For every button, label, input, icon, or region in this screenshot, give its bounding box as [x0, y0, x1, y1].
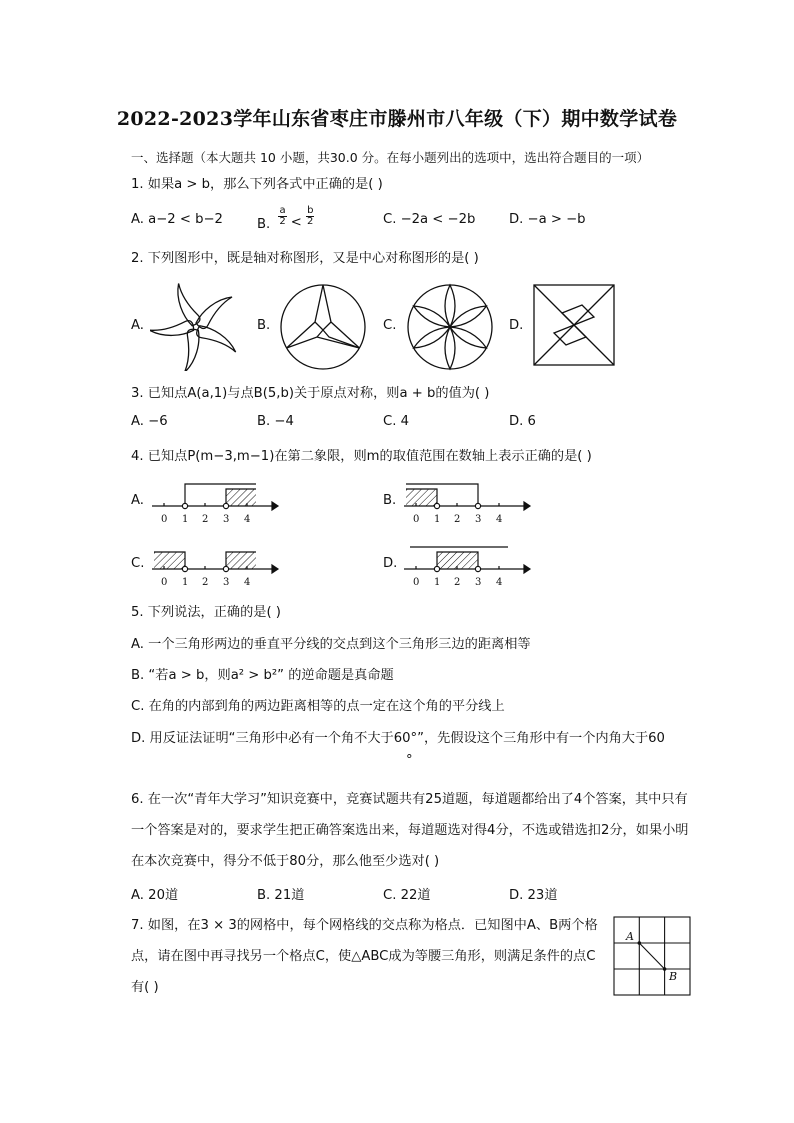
q5-option-d-continuation: °: [406, 753, 413, 768]
tick-label: 1: [182, 514, 189, 525]
q4-numberline-b[interactable]: [402, 480, 532, 528]
fraction-numerator: b: [307, 205, 314, 216]
q5-option-c[interactable]: C. 在角的内部到角的两边距离相等的点一定在这个角的平分线上: [131, 699, 505, 714]
tick-label: 4: [496, 577, 503, 588]
question-6-stem: 6. 在一次“青年大学习”知识竞赛中，竞赛试题共有25道题，每道题都给出了4个答案，其中只有一个答案是对的，要求学生把正确答案选出来，每道题选对得4分，不选或错选扣2分，如果小明在本次竞赛中，得分不低于80分，那么他至少选对( ): [131, 792, 689, 869]
page-title: 2022-2023学年山东省枣庄市滕州市八年级（下）期中数学试卷: [116, 108, 678, 130]
tick-label: 3: [475, 514, 482, 525]
q4-option-a-label[interactable]: A.: [131, 493, 144, 508]
q1-option-a[interactable]: A. a−2 < b−2: [131, 212, 223, 227]
less-than-sign: <: [290, 214, 302, 230]
q2-option-d-label[interactable]: D.: [509, 318, 524, 333]
question-7-stem: 7. 如图，在3 × 3的网格中，每个网格线的交点称为格点．已知图中A、B两个格点，请在图中再寻找另一个格点C，使△ABC成为等腰三角形，则满足条件的点C有( ): [131, 918, 598, 995]
tick-label: 1: [434, 514, 441, 525]
q2-figure-c[interactable]: [405, 282, 495, 372]
tick-label: 2: [454, 514, 461, 525]
tick-label: 4: [496, 514, 503, 525]
q1-option-c[interactable]: C. −2a < −2b: [383, 212, 476, 227]
q3-option-a[interactable]: A. −6: [131, 414, 168, 429]
q6-option-b[interactable]: B. 21道: [257, 888, 305, 903]
point-a-label: A: [626, 930, 634, 943]
question-4-stem: 4. 已知点P(m−3,m−1)在第二象限，则m的取值范围在数轴上表示正确的是( ): [131, 449, 592, 464]
q5-option-b[interactable]: B. “若a > b，则a² > b²” 的逆命题是真命题: [131, 668, 394, 683]
q1-option-b-prefix: B.: [257, 216, 271, 232]
question-3-stem: 3. 已知点A(a,1)与点B(5,b)关于原点对称，则a + b的值为( ): [131, 386, 490, 401]
fraction-denominator: 2: [307, 216, 314, 227]
tick-label: 1: [182, 577, 189, 588]
q6-option-d[interactable]: D. 23道: [509, 888, 558, 903]
tick-label: 4: [244, 577, 251, 588]
q2-option-a-label[interactable]: A.: [131, 318, 144, 333]
point-b-label: B: [669, 970, 678, 983]
q3-option-b[interactable]: B. −4: [257, 414, 294, 429]
q4-option-c-label[interactable]: C.: [131, 556, 145, 571]
q2-figure-d[interactable]: [532, 283, 616, 367]
fraction-numerator: a: [279, 205, 286, 216]
q4-option-d-label[interactable]: D.: [383, 556, 398, 571]
question-5-stem: 5. 下列说法，正确的是( ): [131, 605, 281, 620]
q2-figure-a[interactable]: [150, 283, 242, 371]
question-2-stem: 2. 下列图形中，既是轴对称图形，又是中心对称图形的是( ): [131, 251, 479, 266]
q6-option-a[interactable]: A. 20道: [131, 888, 179, 903]
q1-option-b[interactable]: [257, 205, 314, 232]
q5-option-d[interactable]: D. 用反证法证明“三角形中必有一个角不大于60°”，先假设这个三角形中有一个内角大于60: [131, 731, 665, 746]
tick-label: 4: [244, 514, 251, 525]
q2-option-b-label[interactable]: B.: [257, 318, 271, 333]
tick-label: 2: [454, 577, 461, 588]
q2-option-c-label[interactable]: C.: [383, 318, 397, 333]
q4-numberline-d[interactable]: [402, 543, 532, 591]
tick-label: 3: [475, 577, 482, 588]
tick-label: 0: [161, 577, 168, 588]
q7-grid-figure: [612, 915, 692, 997]
q2-figure-b[interactable]: [278, 282, 368, 372]
tick-label: 0: [161, 514, 168, 525]
tick-label: 0: [413, 577, 420, 588]
q3-option-c[interactable]: C. 4: [383, 414, 409, 429]
q4-option-b-label[interactable]: B.: [383, 493, 397, 508]
q4-numberline-c[interactable]: [150, 543, 280, 591]
q5-option-a[interactable]: A. 一个三角形两边的垂直平分线的交点到这个三角形三边的距离相等: [131, 637, 531, 652]
q6-option-c[interactable]: C. 22道: [383, 888, 431, 903]
tick-label: 2: [202, 514, 209, 525]
q4-numberline-a[interactable]: [150, 480, 280, 528]
tick-label: 1: [434, 577, 441, 588]
q1-option-d[interactable]: D. −a > −b: [509, 212, 586, 227]
fraction-denominator: 2: [279, 216, 286, 227]
question-1-stem: 1. 如果a > b，那么下列各式中正确的是( ): [131, 177, 383, 192]
tick-label: 3: [223, 514, 230, 525]
tick-label: 3: [223, 577, 230, 588]
section-heading: 一、选择题（本大题共 10 小题，共30.0 分。在每小题列出的选项中，选出符合题目的一项）: [131, 150, 650, 165]
tick-label: 0: [413, 514, 420, 525]
tick-label: 2: [202, 577, 209, 588]
q3-option-d[interactable]: D. 6: [509, 414, 536, 429]
